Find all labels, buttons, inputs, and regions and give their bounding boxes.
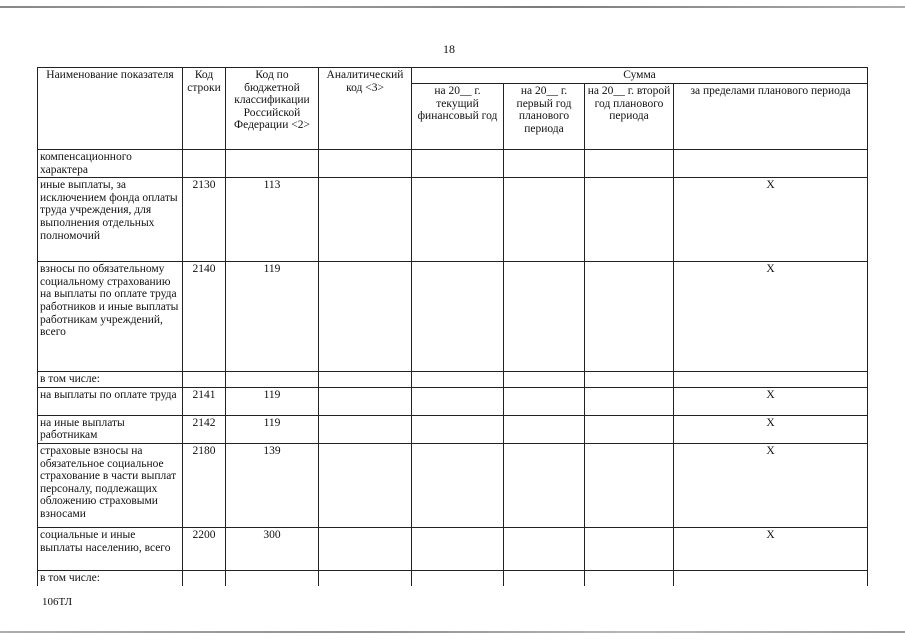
row-code: 2130 bbox=[183, 178, 226, 262]
table-row bbox=[38, 178, 868, 262]
row-second bbox=[585, 372, 674, 388]
table-row bbox=[38, 570, 868, 585]
row-analytic bbox=[319, 415, 412, 443]
row-kbk: 113 bbox=[226, 178, 319, 262]
row-second bbox=[585, 415, 674, 443]
header-analytic-code: Аналитический код <3> bbox=[319, 68, 412, 150]
row-analytic bbox=[319, 443, 412, 527]
row-first bbox=[504, 372, 585, 388]
row-beyond: X bbox=[674, 415, 868, 443]
row-name: социальные и иные выплаты населению, всего bbox=[38, 527, 183, 570]
row-kbk: 119 bbox=[226, 262, 319, 372]
row-first bbox=[504, 443, 585, 527]
table-row bbox=[38, 262, 868, 372]
row-second bbox=[585, 443, 674, 527]
row-kbk bbox=[226, 570, 319, 585]
row-beyond: X bbox=[674, 262, 868, 372]
row-beyond: X bbox=[674, 178, 868, 262]
row-analytic bbox=[319, 262, 412, 372]
row-code bbox=[183, 150, 226, 178]
row-beyond: X bbox=[674, 387, 868, 415]
header-first-plan-year: на 20__ г. первый год планового периода bbox=[504, 84, 585, 150]
row-kbk: 119 bbox=[226, 415, 319, 443]
row-current bbox=[412, 372, 504, 388]
row-second bbox=[585, 262, 674, 372]
row-second bbox=[585, 178, 674, 262]
page-number: 18 bbox=[443, 42, 455, 56]
row-name: в том числе: bbox=[38, 372, 183, 388]
row-second bbox=[585, 570, 674, 585]
row-current bbox=[412, 443, 504, 527]
row-name: на иные выплаты работникам bbox=[38, 415, 183, 443]
budget-table bbox=[37, 67, 868, 586]
row-analytic bbox=[319, 387, 412, 415]
row-beyond: X bbox=[674, 443, 868, 527]
row-beyond bbox=[674, 372, 868, 388]
row-current bbox=[412, 262, 504, 372]
row-name: взносы по обязательному социальному страхованию на выплаты по оплате труда работников и иные выплаты работникам учреждений, всего bbox=[38, 262, 183, 372]
row-code: 2200 bbox=[183, 527, 226, 570]
table-row bbox=[38, 443, 868, 527]
row-code: 2142 bbox=[183, 415, 226, 443]
row-name: иные выплаты, за исключением фонда оплаты труда учреждения, для выполнения отдельных полномочий bbox=[38, 178, 183, 262]
header-second-plan-year: на 20__ г. второй год планового периода bbox=[585, 84, 674, 150]
row-beyond bbox=[674, 150, 868, 178]
header-budget-code: Код по бюджетной классификации Российской Федерации <2> bbox=[226, 68, 319, 150]
table-row bbox=[38, 415, 868, 443]
row-current bbox=[412, 150, 504, 178]
row-current bbox=[412, 415, 504, 443]
header-sum: Сумма bbox=[412, 68, 868, 84]
row-current bbox=[412, 570, 504, 585]
row-code: 2180 bbox=[183, 443, 226, 527]
scan-bottom-edge bbox=[0, 631, 905, 633]
header-name: Наименование показателя bbox=[38, 68, 183, 150]
row-analytic bbox=[319, 372, 412, 388]
row-name: в том числе: bbox=[38, 570, 183, 585]
row-beyond: X bbox=[674, 527, 868, 570]
row-current bbox=[412, 178, 504, 262]
header-current-year: на 20__ г. текущий финансовый год bbox=[412, 84, 504, 150]
row-kbk: 139 bbox=[226, 443, 319, 527]
row-name: компенсационного характера bbox=[38, 150, 183, 178]
scan-top-edge bbox=[0, 6, 905, 8]
row-code bbox=[183, 570, 226, 585]
table-row bbox=[38, 372, 868, 388]
row-first bbox=[504, 262, 585, 372]
row-analytic bbox=[319, 150, 412, 178]
row-second bbox=[585, 387, 674, 415]
row-code: 2140 bbox=[183, 262, 226, 372]
row-name: на выплаты по оплате труда bbox=[38, 387, 183, 415]
row-code bbox=[183, 372, 226, 388]
row-second bbox=[585, 150, 674, 178]
row-beyond bbox=[674, 570, 868, 585]
table-row bbox=[38, 387, 868, 415]
table-row bbox=[38, 150, 868, 178]
row-kbk bbox=[226, 372, 319, 388]
row-first bbox=[504, 150, 585, 178]
row-second bbox=[585, 527, 674, 570]
row-kbk bbox=[226, 150, 319, 178]
row-first bbox=[504, 527, 585, 570]
row-first bbox=[504, 415, 585, 443]
footer-code: 106ТЛ bbox=[42, 596, 73, 608]
row-current bbox=[412, 387, 504, 415]
header-beyond-plan: за пределами планового периода bbox=[674, 84, 868, 150]
table-row bbox=[38, 527, 868, 570]
row-first bbox=[504, 570, 585, 585]
row-analytic bbox=[319, 570, 412, 585]
row-kbk: 300 bbox=[226, 527, 319, 570]
header-row-code: Код строки bbox=[183, 68, 226, 150]
row-name: страховые взносы на обязательное социальное страхование в части выплат персоналу, подлежащих обложению страховыми взносами bbox=[38, 443, 183, 527]
row-code: 2141 bbox=[183, 387, 226, 415]
row-first bbox=[504, 178, 585, 262]
row-current bbox=[412, 527, 504, 570]
row-kbk: 119 bbox=[226, 387, 319, 415]
row-analytic bbox=[319, 178, 412, 262]
row-first bbox=[504, 387, 585, 415]
row-analytic bbox=[319, 527, 412, 570]
